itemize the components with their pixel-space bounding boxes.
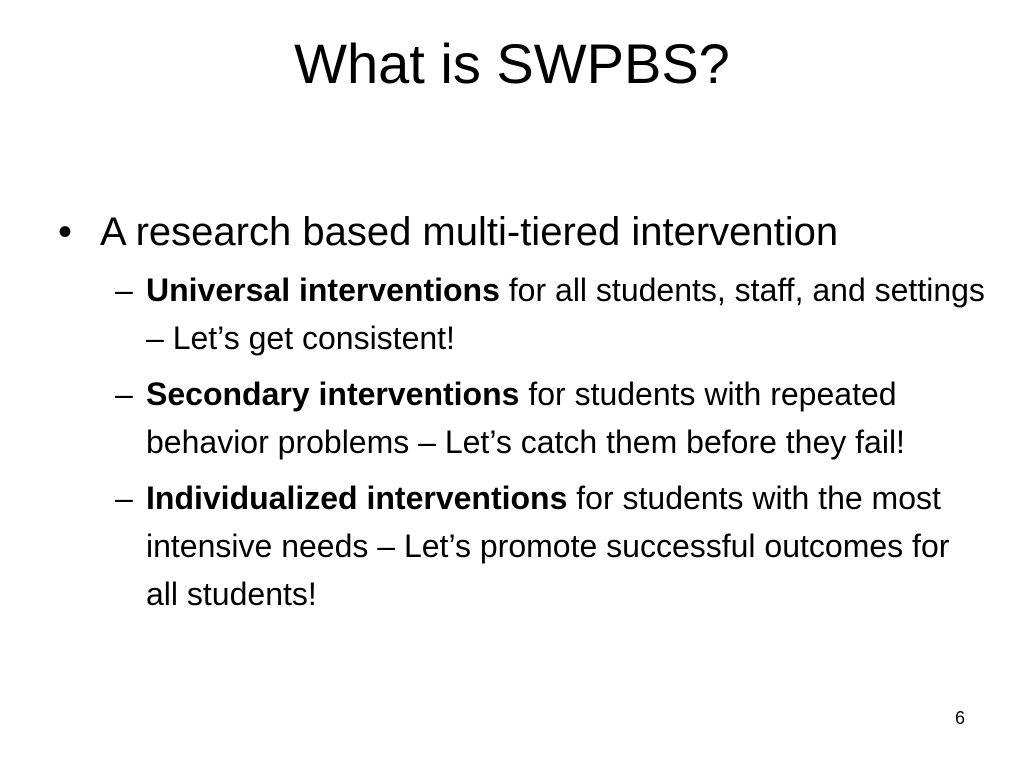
- dash-marker: –: [115, 376, 133, 412]
- bullet-text: A research based multi-tiered intervention: [100, 210, 839, 254]
- sub-bullet-text: for students with repeated behavior problems – Let’s catch them before they fail!: [146, 376, 905, 460]
- sub-bullet-heading: Universal interventions: [146, 272, 500, 308]
- sub-bullet-text: for students with the most intensive needs – Let’s promote successful outcomes for all students!: [146, 480, 950, 612]
- dash-marker: –: [115, 480, 133, 516]
- sub-bullet-universal: [115, 266, 988, 362]
- sub-bullet-list: [115, 266, 988, 618]
- bullet-item: [58, 206, 988, 258]
- sub-bullet-heading: Secondary interventions: [146, 376, 520, 412]
- page-number: 6: [954, 708, 965, 728]
- sub-bullet-text: for all students, staff, and settings – Let’s get consistent!: [146, 272, 985, 356]
- sub-bullet-secondary: [115, 370, 988, 466]
- slide-content: [58, 206, 988, 626]
- dash-marker: –: [115, 272, 133, 308]
- bullet-marker: •: [58, 210, 73, 254]
- sub-bullet-heading: Individualized interventions: [146, 480, 568, 516]
- sub-bullet-individualized: [115, 474, 988, 618]
- slide-title: What is SWPBS?: [294, 32, 730, 95]
